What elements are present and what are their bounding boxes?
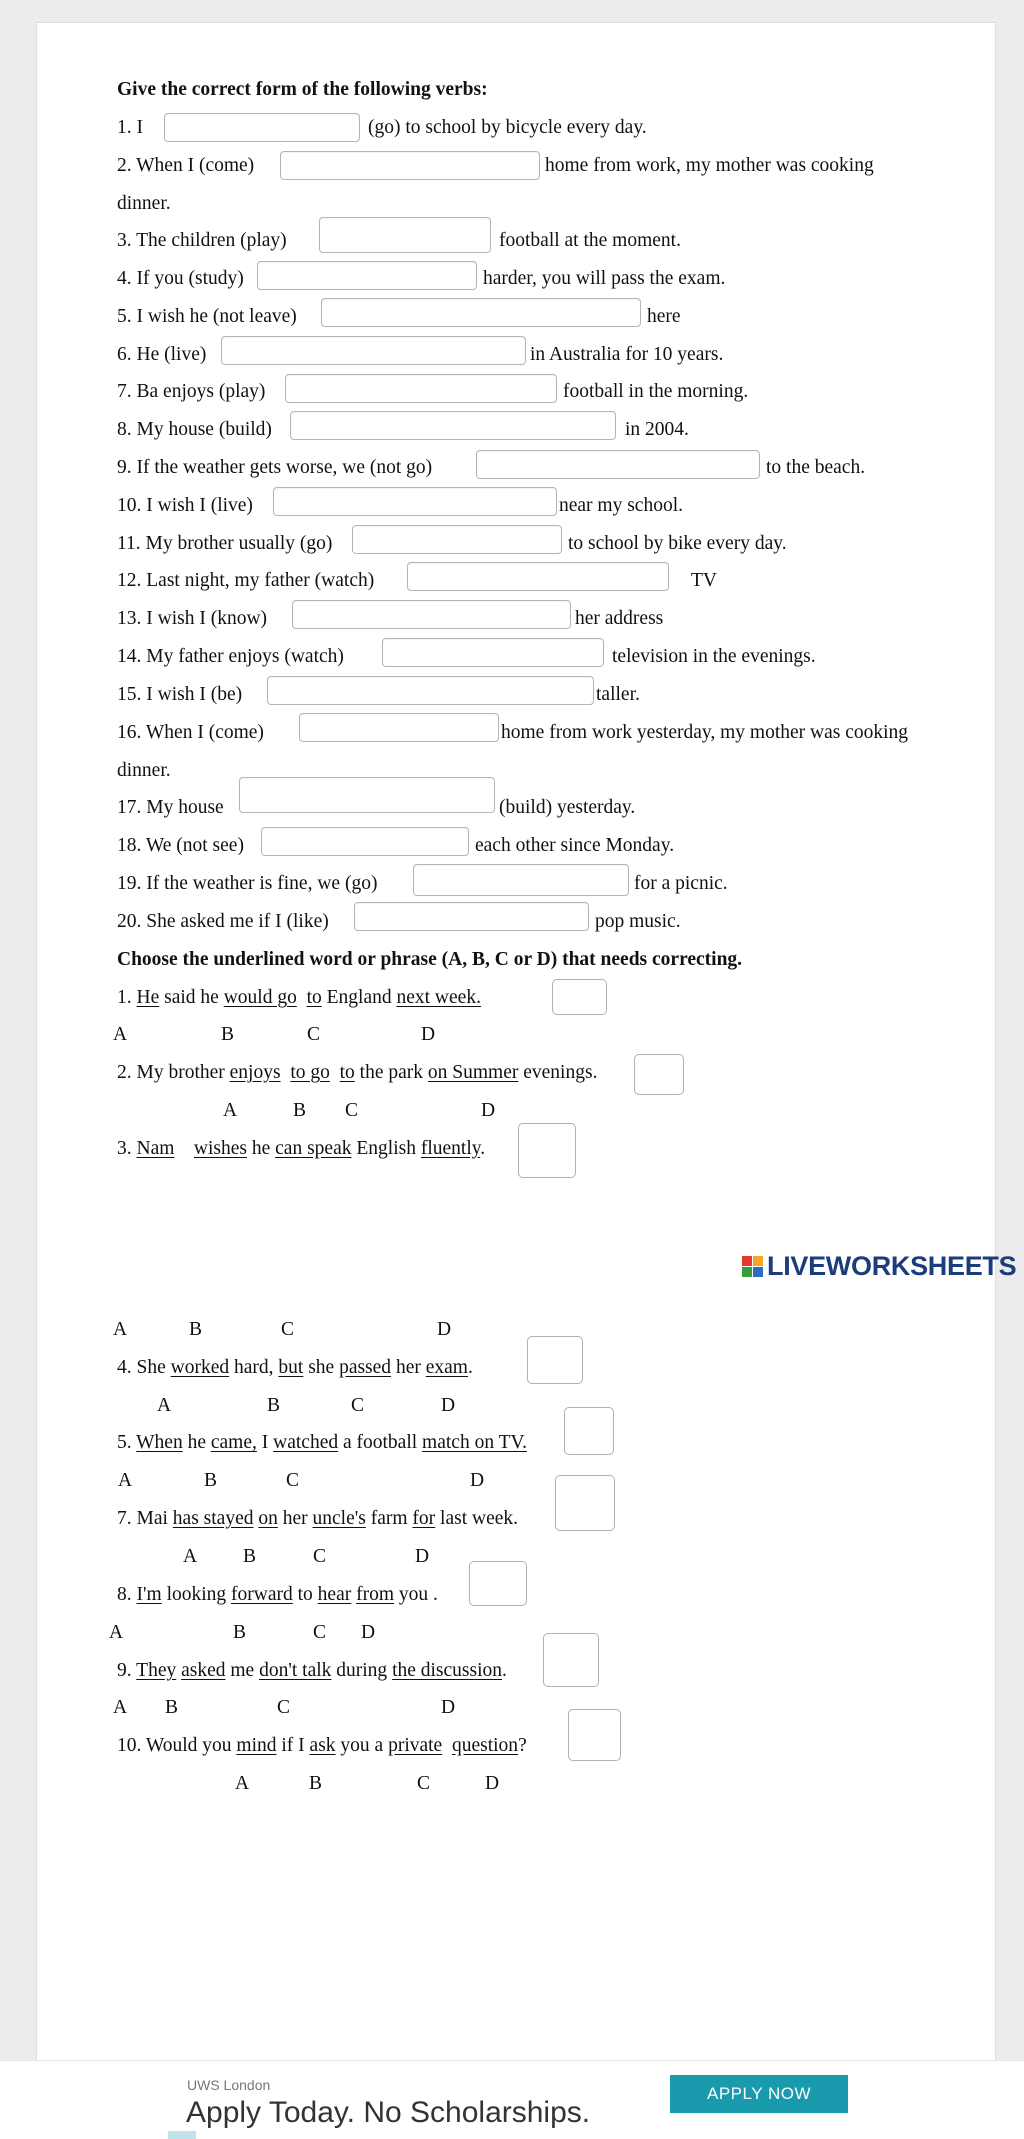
question-9: 9. They asked me don't talk during the discussion. xyxy=(117,1660,507,1681)
item-5-after: here xyxy=(647,306,681,327)
q10-option-b: ask xyxy=(309,1735,336,1756)
answer-input-5[interactable] xyxy=(321,298,641,327)
question-4: 4. She worked hard, but she passed her exam. xyxy=(117,1357,473,1378)
item-17-before: 17. My house xyxy=(117,797,224,818)
item-15-before: 15. I wish I (be) xyxy=(117,684,243,705)
ad-advertiser: UWS London xyxy=(187,2077,271,2093)
answer-input-17[interactable] xyxy=(239,777,495,813)
q7-option-c: uncle's xyxy=(312,1508,366,1529)
q3-option-c: can speak xyxy=(275,1138,352,1159)
q5-option-d: match on TV. xyxy=(422,1432,527,1453)
item-9-after: to the beach. xyxy=(766,457,866,478)
answer-input-1[interactable] xyxy=(164,113,360,142)
q2-option-d: on Summer xyxy=(427,1062,519,1083)
q10-option-c: private xyxy=(388,1735,443,1756)
item-11-before: 11. My brother usually (go) xyxy=(117,533,333,554)
answer-box-q2[interactable] xyxy=(634,1054,684,1095)
item-16-after: home from work yesterday, my mother was cooking xyxy=(501,722,909,743)
item-2-continuation: dinner. xyxy=(117,193,171,214)
item-20-before: 20. She asked me if I (like) xyxy=(117,911,329,932)
item-20-after: pop music. xyxy=(595,911,681,932)
item-13-after: her address xyxy=(575,608,664,629)
answer-input-13[interactable] xyxy=(292,600,571,629)
item-14-before: 14. My father enjoys (watch) xyxy=(117,646,344,667)
answer-input-4[interactable] xyxy=(257,261,477,290)
q5-option-a: When xyxy=(136,1432,183,1453)
liveworksheets-logo-icon xyxy=(742,1256,764,1278)
answer-input-20[interactable] xyxy=(354,902,589,931)
item-18-before: 18. We (not see) xyxy=(117,835,244,856)
q7-option-d: for xyxy=(412,1508,436,1529)
q2-option-b: to go xyxy=(290,1062,330,1083)
item-7-before: 7. Ba enjoys (play) xyxy=(117,381,266,402)
item-1-before: 1. I xyxy=(117,117,143,138)
item-3-before: 3. The children (play) xyxy=(117,230,287,251)
item-12-before: 12. Last night, my father (watch) xyxy=(117,570,375,591)
q3-option-a: Nam xyxy=(136,1138,175,1159)
answer-input-9[interactable] xyxy=(476,450,760,479)
item-16-continuation: dinner. xyxy=(117,760,171,781)
question-3: 3. Nam wishes he can speak English fluently. xyxy=(117,1138,486,1159)
item-10-before: 10. I wish I (live) xyxy=(117,495,253,516)
question-5: 5. When he came, I watched a football match on TV. xyxy=(117,1432,527,1453)
ad-banner[interactable] xyxy=(0,2060,1024,2139)
item-18-after: each other since Monday. xyxy=(475,835,675,856)
q7-option-b: on xyxy=(258,1508,278,1529)
answer-box-q9[interactable] xyxy=(543,1633,599,1687)
answer-box-q4[interactable] xyxy=(527,1336,583,1384)
answer-input-2[interactable] xyxy=(280,151,540,180)
q5-option-c: watched xyxy=(273,1432,339,1453)
answer-input-6[interactable] xyxy=(221,336,526,365)
item-8-before: 8. My house (build) xyxy=(117,419,272,440)
q10-option-a: mind xyxy=(236,1735,277,1756)
q8-option-a: I'm xyxy=(136,1584,162,1605)
q8-option-c: hear xyxy=(317,1584,352,1605)
q4-option-d: exam xyxy=(425,1357,468,1378)
answer-input-12[interactable] xyxy=(407,562,669,591)
q8-option-d: from xyxy=(356,1584,395,1605)
q9-option-c: don't talk xyxy=(259,1660,332,1681)
answer-input-16[interactable] xyxy=(299,713,499,742)
item-6-before: 6. He (live) xyxy=(117,344,207,365)
apply-now-button[interactable]: APPLY NOW xyxy=(670,2075,848,2113)
q10-option-d: question xyxy=(451,1735,519,1756)
q5-option-b: came, xyxy=(210,1432,257,1453)
q4-option-a: worked xyxy=(170,1357,230,1378)
item-8-after: in 2004. xyxy=(625,419,689,440)
item-13-before: 13. I wish I (know) xyxy=(117,608,268,629)
section1-heading: Give the correct form of the following verbs: xyxy=(117,79,488,100)
item-4-after: harder, you will pass the exam. xyxy=(483,268,726,289)
q2-option-c: to xyxy=(339,1062,355,1083)
answer-box-q5[interactable] xyxy=(564,1407,614,1455)
q8-option-b: forward xyxy=(231,1584,293,1605)
item-19-before: 19. If the weather is fine, we (go) xyxy=(117,873,378,894)
answer-input-7[interactable] xyxy=(285,374,557,403)
worksheet-page: Give the correct form of the following verbs: 1. I (go) to school by bicycle every day. 2. When I (come) home from work, my mother was cooking dinner. 3. The children (play) football at the moment. 4. If you (study) harder, you will pass the exam. 5. I wish he (not leave) here 6. He (live) in Australia for 10 years. 7. Ba enjoys (play) football in the morning. 8. My house (build) in 2004. 9. If the weather gets worse, we (not go) to the beach. 10. I wish I (live) near my school. 11. My brother usually (go) to school by bike every day. 12. Last night, my father (watch) TV 13. I wish I (know) her address 14. My father enjoys (watch) television in the evenings. 15. I wish I (be) taller. 16. When I (come) home from work yesterday, my mother was cooking dinner. 17. My house (build) yesterday. 18. We (not see) each other since Monday. 19. If the weather is fine, we (go) for a picnic. 20. She asked me if I (like) pop music. Choose the underlined word or phrase (A, B, C or D) that needs correcting. 1. He said he would go to England next week. A B C D 2. My brother enjoys to go to the park on Summer evenings. A B C D 3. Nam wishes he can speak English fluently. LIVEWORKSHEETS A B C D 4. She worked hard, but she passed her exam. A B C D 5. When he came, I watched a football match on TV. A B C D 7. Mai has stayed on her uncle's farm for last week. A B C D 8. I'm looking forward to hear from you . A B C D 9. They asked me don't talk during the discussion. A B C D 10. Would you mind if I ask you a private question? A B C D xyxy=(36,22,996,2064)
answer-input-8[interactable] xyxy=(290,411,616,440)
q9-option-d: the discussion xyxy=(392,1660,503,1681)
item-4-before: 4. If you (study) xyxy=(117,268,244,289)
question-8: 8. I'm looking forward to hear from you . xyxy=(117,1584,438,1605)
item-12-after: TV xyxy=(691,570,717,591)
item-2-before: 2. When I (come) xyxy=(117,155,255,176)
answer-input-10[interactable] xyxy=(273,487,557,516)
answer-input-3[interactable] xyxy=(319,217,491,253)
q3-option-b: wishes xyxy=(193,1138,247,1159)
liveworksheets-wordmark: LIVEWORKSHEETS xyxy=(767,1251,1017,1281)
item-9-before: 9. If the weather gets worse, we (not go) xyxy=(117,457,433,478)
liveworksheets-logo xyxy=(742,1251,1016,1282)
q1-option-a: He xyxy=(136,987,160,1008)
q1-option-b: would go xyxy=(223,987,297,1008)
item-14-after: television in the evenings. xyxy=(612,646,816,667)
q1-option-c: to xyxy=(306,987,322,1008)
answer-input-18[interactable] xyxy=(261,827,469,856)
section2-heading: Choose the underlined word or phrase (A, B, C or D) that needs correcting. xyxy=(117,949,743,970)
answer-box-q8[interactable] xyxy=(469,1561,527,1606)
item-15-after: taller. xyxy=(596,684,640,705)
question-10: 10. Would you mind if I ask you a private question? xyxy=(117,1735,527,1756)
q4-option-b: but xyxy=(278,1357,304,1378)
answer-box-q7[interactable] xyxy=(555,1475,615,1531)
item-2-after: home from work, my mother was cooking xyxy=(545,155,874,176)
item-17-after: (build) yesterday. xyxy=(499,797,636,818)
q4-option-c: passed xyxy=(339,1357,392,1378)
item-19-after: for a picnic. xyxy=(634,873,728,894)
answer-box-q3[interactable] xyxy=(518,1123,576,1178)
ad-headline[interactable]: Apply Today. No Scholarships. xyxy=(186,2096,591,2129)
item-10-after: near my school. xyxy=(559,495,684,516)
answer-input-14[interactable] xyxy=(382,638,604,667)
item-3-after: football at the moment. xyxy=(499,230,681,251)
q2-option-a: enjoys xyxy=(229,1062,281,1083)
item-16-before: 16. When I (come) xyxy=(117,722,264,743)
question-1: 1. He said he would go to England next week. xyxy=(117,987,481,1008)
item-5-before: 5. I wish he (not leave) xyxy=(117,306,297,327)
answer-input-11[interactable] xyxy=(352,525,562,554)
q3-option-d: fluently xyxy=(420,1138,481,1159)
item-1-after: (go) to school by bicycle every day. xyxy=(368,117,647,138)
question-2: 2. My brother enjoys to go to the park on Summer evenings. xyxy=(117,1062,598,1083)
answer-box-q1[interactable] xyxy=(552,979,607,1015)
q1-option-d: next week. xyxy=(396,987,481,1008)
q7-option-a: has stayed xyxy=(172,1508,254,1529)
item-6-after: in Australia for 10 years. xyxy=(530,344,724,365)
answer-input-15[interactable] xyxy=(267,676,594,705)
item-7-after: football in the morning. xyxy=(563,381,749,402)
answer-input-19[interactable] xyxy=(413,864,629,896)
q9-option-a: They xyxy=(136,1660,177,1681)
answer-box-q10[interactable] xyxy=(568,1709,621,1761)
item-11-after: to school by bike every day. xyxy=(568,533,787,554)
question-7: 7. Mai has stayed on her uncle's farm for last week. xyxy=(117,1508,519,1529)
q9-option-b: asked xyxy=(181,1660,226,1681)
